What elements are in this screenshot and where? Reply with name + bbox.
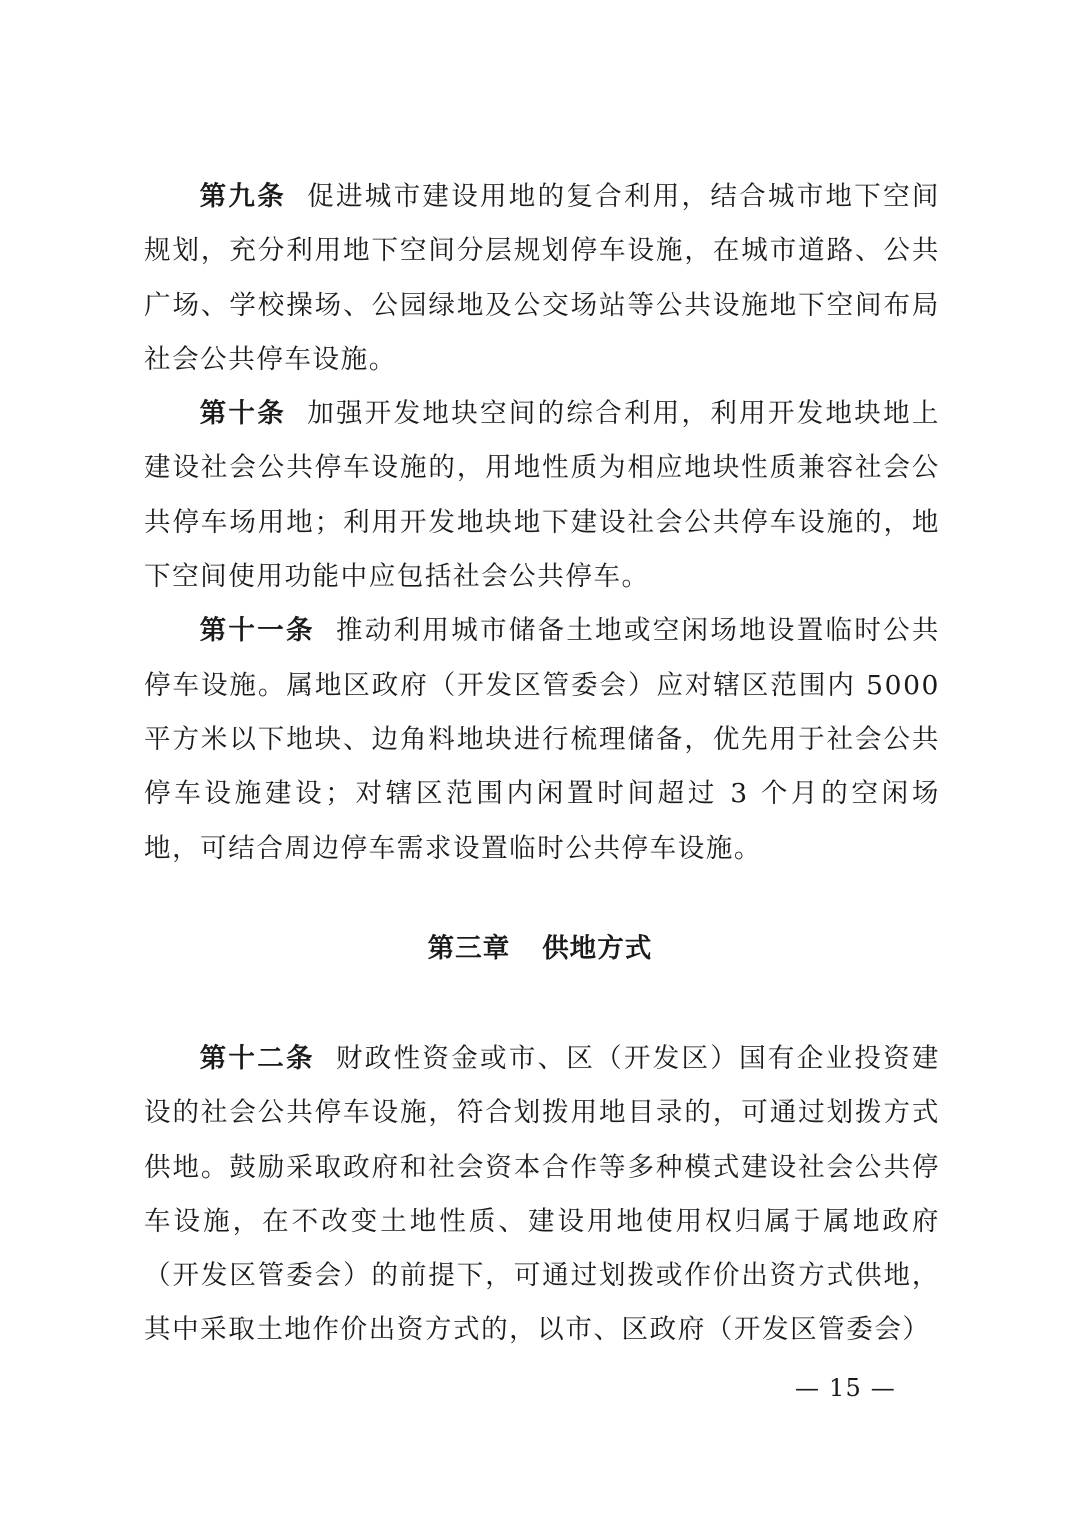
article-11 bbox=[144, 604, 940, 875]
article-9 bbox=[144, 170, 940, 387]
articles-top bbox=[144, 170, 940, 876]
article-text: 促进城市建设用地的复合利用，结合城市地下空间规划，充分利用地下空间分层规划停车设施，在城市道路、公共广场、学校操场、公园绿地及公交场站等公共设施地下空间布局社会公共停车设施。 bbox=[144, 181, 940, 375]
page-number: — 15 — bbox=[795, 1374, 896, 1402]
article-10 bbox=[144, 387, 940, 604]
chapter-number: 第三章 bbox=[427, 933, 511, 964]
chapter-title: 供地方式 bbox=[542, 933, 653, 964]
articles-bottom bbox=[144, 1032, 940, 1358]
article-text: 财政性资金或市、区（开发区）国有企业投资建设的社会公共停车设施，符合划拨用地目录的，可通过划拨方式供地。鼓励采取政府和社会资本合作等多种模式建设社会公共停车设施，在不改变土地性质、建设用地使用权归属于属地政府（开发区管委会）的前提下，可通过划拨或作价出资方式供地，其中采取土地作价出资方式的，以市、区政府（开发区管委会） bbox=[144, 1043, 940, 1346]
article-12 bbox=[144, 1032, 940, 1358]
article-label: 第十二条 bbox=[199, 1043, 315, 1074]
article-label: 第十一条 bbox=[199, 615, 315, 647]
article-label: 第十条 bbox=[199, 398, 287, 430]
chapter-heading bbox=[0, 926, 1080, 965]
article-text: 加强开发地块空间的综合利用，利用开发地块地上建设社会公共停车设施的，用地性质为相应地块性质兼容社会公共停车场用地；利用开发地块地下建设社会公共停车设施的，地下空间使用功能中应包括社会公共停车。 bbox=[144, 398, 940, 593]
article-label: 第九条 bbox=[199, 181, 287, 212]
article-text: 推动利用城市储备土地或空闲场地设置临时公共停车设施。属地区政府（开发区管委会）应对辖区范围内 5000 平方米以下地块、边角料地块进行梳理储备，优先用于社会公共停车设施建设；对辖区范围内闲置时间超过 3 个月的空闲场地，可结合周边停车需求设置临时公共停车设施。 bbox=[144, 615, 940, 864]
